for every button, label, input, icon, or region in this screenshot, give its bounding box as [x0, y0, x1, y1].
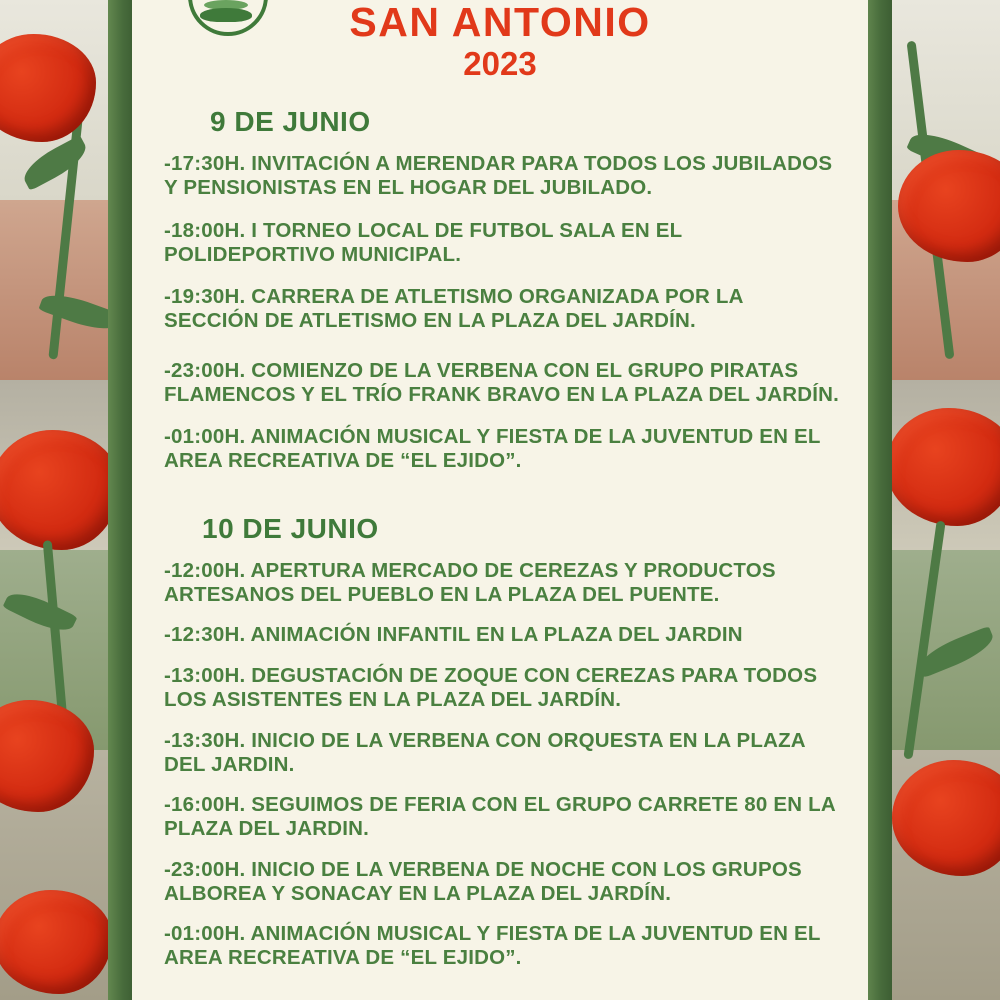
frame-stem-right — [866, 0, 892, 1000]
event-item: -13:00H. DEGUSTACIÓN DE ZOQUE CON CEREZAS PARA TODOS LOS ASISTENTES EN LA PLAZA DEL JARDÍN. — [164, 664, 818, 711]
event-item: -23:00H. COMIENZO DE LA VERBENA CON EL GRUPO PIRATAS FLAMENCOS Y EL TRÍO FRANK BRAVO EN LA PLAZA DEL JARDÍN. — [164, 358, 840, 406]
title-year: 2023 — [463, 45, 537, 82]
event-item: -12:00H. APERTURA MERCADO DE CEREZAS Y PRODUCTOS ARTESANOS DEL PUEBLO EN LA PLAZA DEL PUENTE. — [164, 558, 776, 606]
carnation-flower — [0, 890, 112, 994]
events-list-day-2 — [158, 559, 842, 970]
title-main: SAN ANTONIO — [349, 0, 651, 45]
day-heading-1: 9 DE JUNIO — [210, 106, 371, 138]
event-item: -12:30H. ANIMACIÓN INFANTIL EN LA PLAZA DEL JARDIN — [164, 623, 743, 647]
event-item: -01:00H. ANIMACIÓN MUSICAL Y FIESTA DE LA JUVENTUD EN EL AREA RECREATIVA DE “EL EJIDO”. — [164, 922, 821, 970]
event-item: -01:00H. ANIMACIÓN MUSICAL Y FIESTA DE LA JUVENTUD EN EL AREA RECREATIVA DE “EL EJIDO”. — [164, 425, 821, 473]
event-item: -13:30H. INICIO DE LA VERBENA CON ORQUESTA EN LA PLAZA DEL JARDIN. — [164, 728, 806, 776]
event-item: -19:30H. CARRERA DE ATLETISMO ORGANIZADA POR LA SECCIÓN DE ATLETISMO EN LA PLAZA DEL JARDÍN. — [164, 285, 743, 333]
event-item: -23:00H. INICIO DE LA VERBENA DE NOCHE CON LOS GRUPOS ALBOREA Y SONACAY EN LA PLAZA DEL JARDÍN. — [164, 857, 802, 905]
event-item: -17:30H. INVITACIÓN A MERENDAR PARA TODOS LOS JUBILADOS Y PENSIONISTAS EN EL HOGAR DEL JUBILADO. — [164, 152, 833, 200]
event-item: -16:00H. SEGUIMOS DE FERIA CON EL GRUPO CARRETE 80 EN LA PLAZA DEL JARDIN. — [164, 793, 836, 841]
day-heading-2: 10 DE JUNIO — [202, 512, 379, 544]
frame-stem-left — [108, 0, 134, 1000]
event-item: -18:00H. I TORNEO LOCAL DE FUTBOL SALA EN EL POLIDEPORTIVO MUNICIPAL. — [164, 218, 682, 266]
events-list-day-1 — [158, 152, 842, 473]
content-panel — [132, 0, 868, 1000]
logo-wave-icon — [200, 8, 252, 22]
